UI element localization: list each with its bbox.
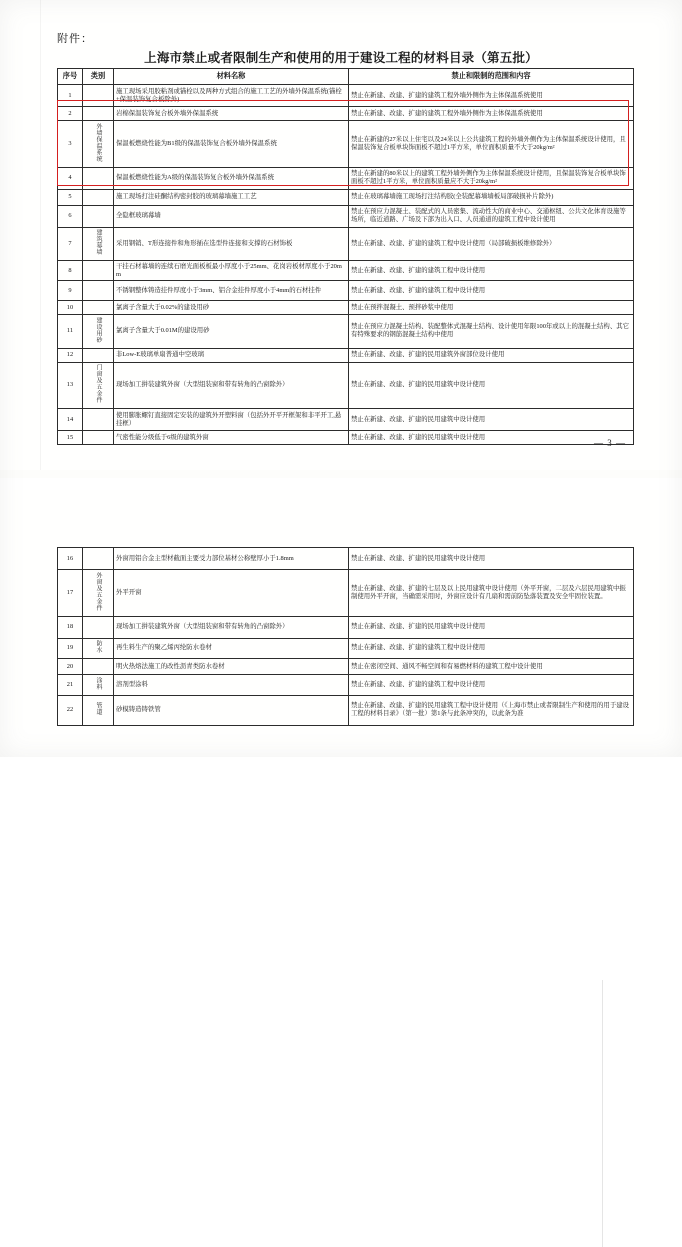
page-title: 上海市禁止或者限制生产和使用的用于建设工程的材料目录（第五批） <box>144 51 538 65</box>
material-catalog-table-page-1 <box>57 68 634 445</box>
scan-page-1 <box>0 0 682 470</box>
table-row <box>58 431 634 445</box>
page-number: — 3 — <box>594 438 626 448</box>
cell-scope: 禁止在新建、改建、扩建的建筑工程中设计使用 <box>349 638 634 659</box>
cell-scope: 禁止在新建、改建、扩建的民用建筑中设计使用 <box>349 409 634 431</box>
table-row <box>58 659 634 675</box>
cell-number: 7 <box>58 227 83 261</box>
cell-category <box>83 167 114 189</box>
cell-number: 13 <box>58 362 83 409</box>
cell-number: 6 <box>58 205 83 227</box>
cell-material-name: 溶剂型涂料 <box>114 675 349 696</box>
cell-number: 10 <box>58 301 83 315</box>
scan-page-2 <box>0 490 682 757</box>
cell-number: 4 <box>58 167 83 189</box>
cell-category: 建筑幕墙 <box>83 227 114 261</box>
table-row <box>58 261 634 281</box>
cell-number: 2 <box>58 107 83 121</box>
cell-scope: 禁止在新建的27米以上住宅以及24米以上公共建筑工程的外墙外侧作为主体保温系统设计使用，且保温装饰复合板单块饰面板不超过1平方米，单位面积质量不大于20kg/m² <box>349 121 634 168</box>
cell-scope: 禁止在新建、改建、扩建的民用建筑中设计使用 <box>349 616 634 638</box>
cell-material-name: 使用膨胀螺钉直接固定安装的建筑外开塑料窗（包括外开平开框架和非平开工,悬挂框） <box>114 409 349 431</box>
cell-scope: 禁止在新建、改建、扩建的建筑工程中设计使用 <box>349 281 634 301</box>
cell-number: 16 <box>58 548 83 570</box>
cell-category <box>83 281 114 301</box>
cell-scope: 禁止在新建、改建、扩建的民用建筑工程中设计使用（《上海市禁止或者限制生产和使用的用于建设工程的材料目录》（第一批）第1条与此条冲突的，以此条为准 <box>349 695 634 725</box>
page-fold-line-2 <box>602 980 603 1247</box>
cell-material-name: 明火热熔法施工的改性沥青类防水卷材 <box>114 659 349 675</box>
cell-material-name: 现场加工拼装建筑外窗（大型组装窗和带有转角的凸窗除外） <box>114 616 349 638</box>
cell-category <box>83 189 114 205</box>
cell-material-name: 施工现场采用胶粘剂或锚栓以及两种方式组合的施工工艺的外墙外保温系统(锚栓+保温装饰复合板除外) <box>114 85 349 107</box>
table-row <box>58 121 634 168</box>
table-row <box>58 227 634 261</box>
table-row <box>58 301 634 315</box>
cell-category <box>83 548 114 570</box>
table-row <box>58 167 634 189</box>
table-row <box>58 107 634 121</box>
table-row <box>58 570 634 617</box>
table-header-row <box>58 69 634 85</box>
cell-category <box>83 107 114 121</box>
cell-number: 5 <box>58 189 83 205</box>
cell-category: 防水 <box>83 638 114 659</box>
table-row <box>58 675 634 696</box>
cell-scope: 禁止在新建的80米以上的建筑工程外墙外侧作为主体保温系统设计使用，且保温装饰复合板单块饰面板不超过1平方米，单位面积质量应不大于20kg/m² <box>349 167 634 189</box>
cell-material-name: 不锈钢整体铸造挂件厚度小于3mm、铝合金挂件厚度小于4mm的石材挂件 <box>114 281 349 301</box>
table-row <box>58 548 634 570</box>
cell-material-name: 保温板燃烧性能为A级的保温装饰复合板外墙外保温系统 <box>114 167 349 189</box>
header-material-name: 材料名称 <box>114 69 349 85</box>
cell-number: 17 <box>58 570 83 617</box>
cell-material-name: 砂模铸造铸铁管 <box>114 695 349 725</box>
cell-scope: 禁止在玻璃幕墙施工现场打注结构胶(全装配幕墙墙板局部破损补片除外) <box>349 189 634 205</box>
cell-scope: 禁止在新建、改建、扩建的七层及以上民用建筑中设计使用（外平开窗，二层及六层民用建筑中振制使用外平开窗，当确需采用时，外窗应设计有几扇和需前防坠落装置及安全牢固位装置。 <box>349 570 634 617</box>
cell-material-name: 现场加工拼装建筑外窗（大型组装窗和带有转角的凸窗除外） <box>114 362 349 409</box>
cell-number: 15 <box>58 431 83 445</box>
cell-scope: 禁止在新建、改建、扩建的建筑工程中设计使用 <box>349 675 634 696</box>
cell-category: 门窗及五金件 <box>83 362 114 409</box>
cell-material-name: 气密性能分级低于6级的建筑外窗 <box>114 431 349 445</box>
cell-scope: 禁止在预应力混凝土结构、装配整体式混凝土结构、设计使用年限100年或以上的混凝土结构、其它有特殊要求的钢筋混凝土结构中使用 <box>349 315 634 349</box>
cell-scope: 禁止在新建、改建、扩建的民用建筑中设计使用 <box>349 362 634 409</box>
cell-number: 19 <box>58 638 83 659</box>
cell-scope: 禁止在新建、改建、扩建的建筑工程外墙外侧作为主体保温系统使用 <box>349 85 634 107</box>
cell-number: 18 <box>58 616 83 638</box>
table-row <box>58 315 634 349</box>
cell-category: 外墙保温系统 <box>83 121 114 168</box>
cell-category <box>83 616 114 638</box>
cell-category: 涂料 <box>83 675 114 696</box>
header-category: 类别 <box>83 69 114 85</box>
cell-number: 8 <box>58 261 83 281</box>
table-row <box>58 348 634 362</box>
cell-category <box>83 431 114 445</box>
cell-scope: 禁止在新建、改建、扩建的建筑工程外墙外侧作为主体保温系统使用 <box>349 107 634 121</box>
cell-number: 3 <box>58 121 83 168</box>
cell-material-name: 氯离子含量大于0.02%的建设用砂 <box>114 301 349 315</box>
cell-scope: 禁止在新建、改建、扩建的民用建筑中设计使用 <box>349 431 634 445</box>
table-row <box>58 616 634 638</box>
cell-category <box>83 205 114 227</box>
table-row <box>58 409 634 431</box>
cell-category <box>83 409 114 431</box>
cell-number: 22 <box>58 695 83 725</box>
cell-material-name: 非Low-E玻璃单扇普通中空玻璃 <box>114 348 349 362</box>
cell-material-name: 外平开窗 <box>114 570 349 617</box>
cell-scope: 禁止在密闭空间、通风不畅空间和有易燃材料的建筑工程中设计使用 <box>349 659 634 675</box>
table-row <box>58 85 634 107</box>
cell-scope: 禁止在新建、改建、扩建的民用建筑外窗部位设计使用 <box>349 348 634 362</box>
cell-scope: 禁止在新建、改建、扩建的建筑工程中设计使用（局部破损板维修除外） <box>349 227 634 261</box>
cell-category <box>83 348 114 362</box>
cell-category: 外窗及五金件 <box>83 570 114 617</box>
cell-material-name: 施工现场打注硅酮结构密封胶的玻璃幕墙施工工艺 <box>114 189 349 205</box>
cell-material-name: 干挂石材幕墙的连续石磨光面板板最小厚度小于25mm、花岗岩板材厚度小于20mm <box>114 261 349 281</box>
page-separator <box>0 478 682 490</box>
cell-number: 9 <box>58 281 83 301</box>
header-num: 序号 <box>58 69 83 85</box>
table-row <box>58 281 634 301</box>
table-row <box>58 638 634 659</box>
cell-category: 建设用砂 <box>83 315 114 349</box>
cell-category: 管道 <box>83 695 114 725</box>
material-catalog-table-page-2 <box>57 547 634 726</box>
cell-material-name: 全隐框玻璃幕墙 <box>114 205 349 227</box>
page-fold-line <box>40 0 41 470</box>
cell-category <box>83 85 114 107</box>
cell-scope: 禁止在预应力混凝土、装配式的人员密集、流动性大的商业中心、交通枢纽、公共文化体育设施等场所，临近道路、广场及下部为出入口、人员通道的建筑工程中设计使用 <box>349 205 634 227</box>
cell-scope: 禁止在新建、改建、扩建的民用建筑中设计使用 <box>349 548 634 570</box>
table-row <box>58 695 634 725</box>
cell-material-name: 保温板燃烧性能为B1级的保温装饰复合板外墙外保温系统 <box>114 121 349 168</box>
table-row <box>58 205 634 227</box>
table-row <box>58 189 634 205</box>
cell-number: 20 <box>58 659 83 675</box>
cell-scope: 禁止在新建、改建、扩建的建筑工程中设计使用 <box>349 261 634 281</box>
cell-material-name: 外窗用铝合金主型材截面主要受力部位基材公称壁厚小于1.8mm <box>114 548 349 570</box>
cell-scope: 禁止在预拌混凝土、预拌砂浆中使用 <box>349 301 634 315</box>
cell-category <box>83 301 114 315</box>
cell-category <box>83 659 114 675</box>
cell-category <box>83 261 114 281</box>
cell-number: 14 <box>58 409 83 431</box>
cell-number: 11 <box>58 315 83 349</box>
cell-material-name: 再生料生产的聚乙烯丙纶防水卷材 <box>114 638 349 659</box>
cell-number: 21 <box>58 675 83 696</box>
header-scope: 禁止和限制的范围和内容 <box>349 69 634 85</box>
table-row <box>58 362 634 409</box>
cell-material-name: 氯离子含量大于0.01M的建设用砂 <box>114 315 349 349</box>
cell-number: 1 <box>58 85 83 107</box>
attachment-label: 附件： <box>57 33 93 45</box>
cell-material-name: 采用钢销、T形连接件和角形插在选型件连接和支撑的石材饰板 <box>114 227 349 261</box>
cell-material-name: 岩棉保温装饰复合板外墙外保温系统 <box>114 107 349 121</box>
cell-number: 12 <box>58 348 83 362</box>
